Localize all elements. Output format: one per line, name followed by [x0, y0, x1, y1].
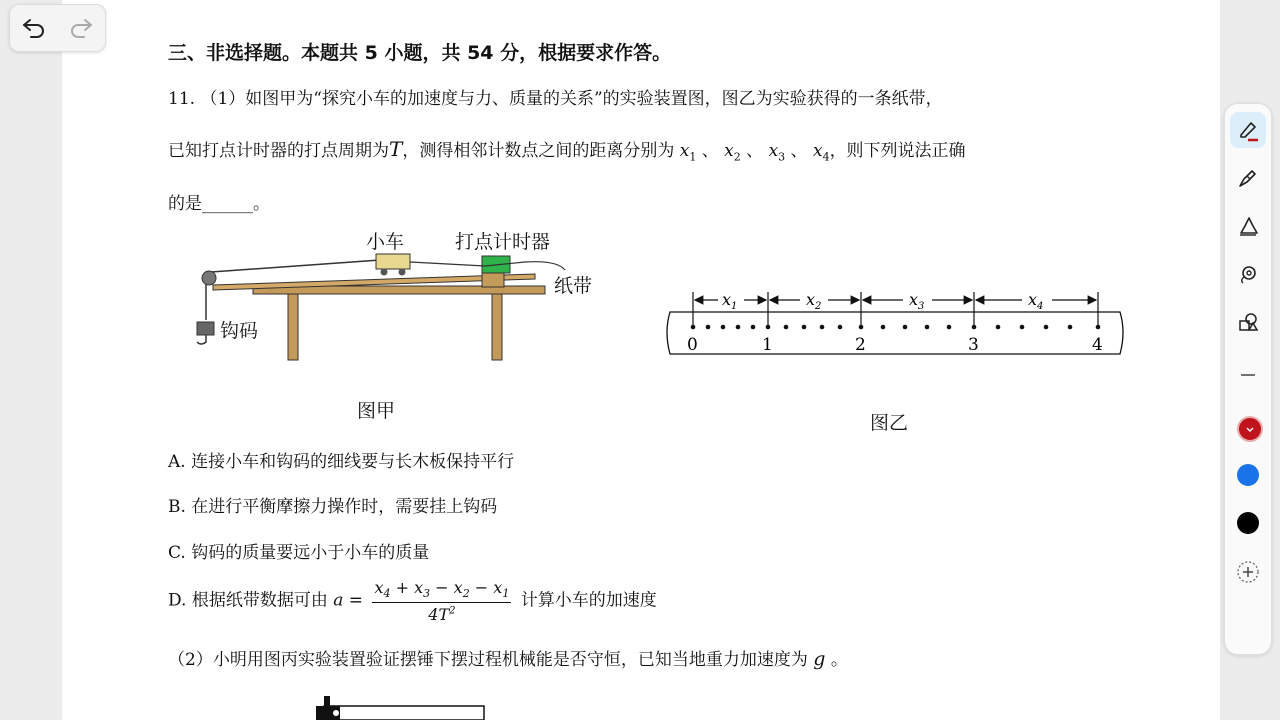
- lasso-tool-button[interactable]: [1230, 256, 1266, 292]
- pen-tool-button[interactable]: [1230, 112, 1266, 148]
- q11-line1: 11. （1）如图甲为“探究小车的加速度与力、质量的关系”的实验装置图，图乙为实验获得的一条纸带，: [168, 89, 943, 109]
- highlighter-icon: [1236, 166, 1260, 190]
- figure-bing-partial: [310, 692, 490, 720]
- pen-icon: [1236, 118, 1260, 142]
- q11-line3: 的是______。: [168, 194, 270, 214]
- color-swatch-red[interactable]: [1237, 416, 1263, 442]
- svg-text:1: 1: [762, 335, 773, 355]
- line-width-icon: [1236, 363, 1260, 387]
- label-weight: 钩码: [220, 320, 259, 342]
- redo-icon: [68, 17, 94, 39]
- section-heading: 三、非选择题。本题共 5 小题，共 54 分，根据要求作答。: [168, 42, 672, 64]
- annotation-toolbar: [1224, 103, 1272, 655]
- color-swatch-black[interactable]: [1237, 512, 1259, 534]
- add-icon: [1235, 559, 1261, 585]
- marker-tool-button[interactable]: [1230, 208, 1266, 244]
- formula-fraction: $\frac{x_4 + x_3 - x_2 - x_1}{4T^2}$: [374, 578, 510, 625]
- shapes-icon: [1236, 310, 1260, 334]
- option-d: D. 根据纸带数据可由 a = $\frac{x_4 + x_3 - x_2 - x_1}{4T^2}$ 计算小车的加速度: [168, 578, 657, 625]
- svg-text:0: 0: [687, 335, 698, 355]
- label-tape: 纸带: [554, 275, 593, 297]
- chevron-down-icon: [1239, 418, 1261, 440]
- svg-text:x3: $x_3$: [909, 290, 925, 312]
- svg-text:x4: $x_4$: [1028, 290, 1044, 312]
- svg-text:3: 3: [968, 335, 979, 355]
- undo-redo-group: [9, 4, 106, 52]
- redo-button[interactable]: [64, 11, 98, 45]
- highlighter-tool-button[interactable]: [1230, 160, 1266, 196]
- label-cart: 小车: [366, 231, 405, 253]
- svg-text:4: 4: [1092, 335, 1103, 355]
- label-timer: 打点计时器: [455, 231, 551, 253]
- q11-line2: 已知打点计时器的打点周期为T，测得相邻计数点之间的距离分别为 $x_1$ 、 $x_2$ 、 $x_3$ 、 $x_4$，则下列说法正确: [168, 137, 966, 164]
- marker-icon: [1236, 214, 1260, 238]
- undo-button[interactable]: [17, 11, 51, 45]
- figure-yi-tape: [660, 282, 1135, 364]
- caption-jia: 图甲: [357, 400, 396, 422]
- q11-part2: （2）小明用图丙实验装置验证摆锤下摆过程机械能是否守恒，已知当地重力加速度为 g 。: [168, 648, 848, 670]
- undo-icon: [21, 17, 47, 39]
- option-c: C. 钩码的质量要远小于小车的质量: [168, 543, 430, 563]
- add-color-button[interactable]: [1230, 554, 1266, 590]
- option-b: B. 在进行平衡摩擦力操作时，需要挂上钩码: [168, 497, 498, 517]
- caption-yi: 图乙: [870, 412, 909, 434]
- option-a: A. 连接小车和钩码的细线要与长木板保持平行: [168, 452, 515, 472]
- line-width-button[interactable]: [1230, 357, 1266, 393]
- svg-text:x1: $x_1$: [722, 290, 738, 312]
- shapes-tool-button[interactable]: [1230, 304, 1266, 340]
- lasso-icon: [1236, 262, 1260, 286]
- svg-text:2: 2: [855, 335, 866, 355]
- svg-text:x2: $x_2$: [806, 290, 822, 312]
- color-swatch-blue[interactable]: [1237, 464, 1259, 486]
